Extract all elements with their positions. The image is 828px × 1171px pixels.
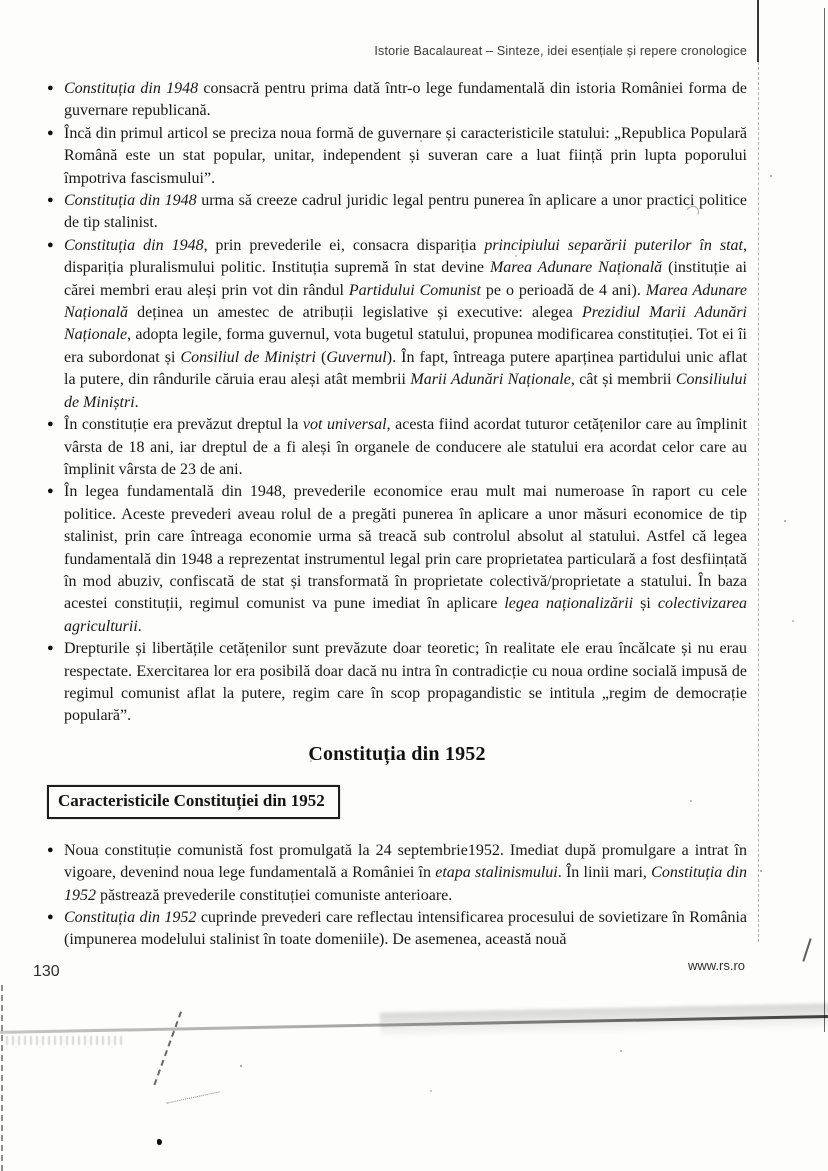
scan-speckles bbox=[0, 0, 2, 2]
list-item bbox=[47, 123, 747, 190]
bullet-text: Constituția din 1952 cuprinde prevederi care reflectau intensificarea procesului de sovietizare în România (impunerea modelului stalinist în toate domeniile). De asemenea, această nouă bbox=[64, 909, 747, 949]
list-item bbox=[47, 481, 747, 638]
bullet-list-1952 bbox=[47, 840, 747, 952]
page-fold-line-dark bbox=[757, 0, 759, 62]
bullet-icon: ● bbox=[47, 82, 54, 94]
bullet-icon: ● bbox=[47, 194, 54, 207]
running-header: Istorie Bacalaureat – Sinteze, idei esențiale și repere cronologice bbox=[374, 44, 747, 58]
bullet-icon: ● bbox=[47, 418, 54, 431]
scan-right-edge-line bbox=[824, 8, 825, 1032]
page-fold-line bbox=[758, 62, 759, 942]
list-item bbox=[47, 190, 747, 235]
footer-website: www.rs.ro bbox=[687, 958, 745, 973]
scan-bottom-speckle bbox=[6, 1036, 126, 1045]
ink-dot-artifact bbox=[157, 1139, 162, 1145]
scan-scratch-mark bbox=[802, 938, 811, 961]
bullet-text: În constituție era prevăzut dreptul la vot universal, acesta fiind acordat tuturor cetățenilor care au împlinit vârsta de 18 ani, iar dreptul de a fi aleși în organele de conducere ale statului era acordat celor care au împlinit vârsta de 23 de ani. bbox=[64, 416, 748, 478]
list-item bbox=[47, 235, 747, 414]
bullet-icon: ● bbox=[47, 843, 54, 856]
list-item bbox=[47, 907, 747, 952]
page-number: 130 bbox=[33, 963, 60, 980]
bullet-text: În legea fundamentală din 1948, prevederile economice erau mult mai numeroase în raport cu cele politice. Aceste prevederi aveau rolul de a pregăti punerea în aplicare a unor măsuri economice de tip stalinist, prin care întreaga economie urma să treacă sub controlul absolut al statului. Astfel că legea fundamentală din 1948 a reprezentat instrumentul legal prin care proprietatea particulară a fost desființată în mod abuziv, confiscată de stat și transformată în proprietate colectivă/proprietate a statului. În baza acestei constituții, regimul comunist va pune imediat în aplicare legea naționalizării și colectivizarea agriculturii. bbox=[64, 483, 747, 635]
bullet-text: Constituția din 1948 consacră pentru prima dată într-o lege fundamentală din istoria României forma de guvernare republicană. bbox=[64, 80, 747, 120]
bullet-text: Noua constituție comunistă fost promulgată la 24 septembrie1952. Imediat după promulgare a intrat în vigoare, devenind noua lege fundamentală a României în etapa stalinismului. În linii mari, Constituția din 1952 păstrează prevederile constituției comuniste anterioare. bbox=[64, 841, 747, 904]
list-item bbox=[47, 840, 747, 907]
list-item bbox=[47, 78, 747, 123]
bullet-icon: ● bbox=[47, 126, 54, 139]
bullet-text: Constituția din 1948 urma să creeze cadrul juridic legal pentru punerea în aplicare a unor practici politice de tip stalinist. bbox=[64, 192, 747, 232]
bullet-icon: ● bbox=[47, 485, 54, 498]
scan-left-edge-dashes bbox=[1, 985, 3, 1171]
bullet-text: Drepturile și libertățile cetățenilor sunt prevăzute doar teoretic; în realitate ele erau încălcate și nu erau respectate. Exercitarea lor era posibilă doar dacă nu intra în contradicție cu noua ordine socială impusă de regimul comunist aflat la putere, regim care în scop propagandistic se intitula „regim de democrație populară”. bbox=[64, 640, 747, 725]
boxed-subheading: Caracteristicile Constituției din 1952 bbox=[47, 785, 340, 819]
bullet-text: Constituția din 1948, prin prevederile ei, consacra dispariția principiului separării puterilor în stat, dispariția pluralismului politic. Instituția supremă în stat devine Marea Adunare Națională (instituție ai cărei membri erau aleși prin vot din rândul Partidului Comunist pe o perioadă de 4 ani). Marea Adunare Națională deținea un amestec de atribuții legislative și executive: alegea Prezidiul Marii Adunări Naționale, adopta legile, forma guvernul, vota bugetul statului, propunea modificarea constituției. Tot ei îi era subordonat și Consiliul de Miniștri (Guvernul). În fapt, întreaga putere aparținea partidului unic aflat la putere, din rândurile căruia erau aleși atât membrii Marii Adunări Naționale, cât și membrii Consiliului de Miniștri. bbox=[64, 236, 748, 411]
section-title-1952: Constituția din 1952 bbox=[308, 742, 486, 765]
page-content bbox=[47, 44, 747, 952]
list-item bbox=[47, 638, 747, 728]
list-item bbox=[47, 414, 747, 481]
bullet-icon: ● bbox=[47, 642, 54, 655]
bullet-text: Încă din primul articol se preciza noua formă de guvernare și caracteristicile statului: „Republica Populară Română este un stat popular, unitar, independent și suveran care a luat ființă prin lupta poporului împotriva fascismului”. bbox=[64, 124, 747, 187]
scan-scratch-line bbox=[153, 1011, 182, 1085]
scan-scratch-line-faint bbox=[166, 1091, 219, 1103]
bullet-list-1948 bbox=[47, 78, 747, 728]
bullet-icon: ● bbox=[47, 911, 54, 923]
bullet-icon: ● bbox=[47, 238, 54, 251]
